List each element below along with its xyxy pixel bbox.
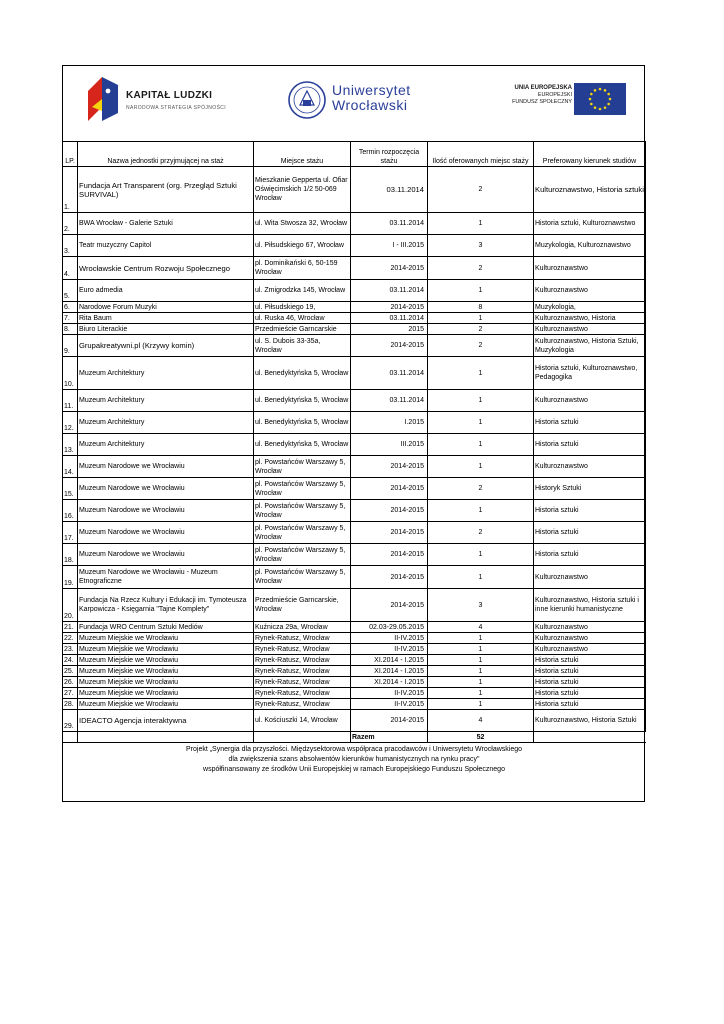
row-field: Historyk Sztuki bbox=[534, 478, 646, 500]
kapital-ludzki-flag-icon bbox=[88, 77, 118, 121]
row-field: Historia sztuki bbox=[534, 655, 646, 666]
row-field: Historia sztuki bbox=[534, 544, 646, 566]
row-place: Mieszkanie Gepperta ul. Ofiar Oświęcimskich 1/2 50-069 Wrocław bbox=[254, 167, 351, 213]
row-field: Historia sztuki bbox=[534, 522, 646, 544]
eu-text bbox=[494, 85, 572, 106]
row-lp: 4. bbox=[63, 257, 78, 280]
eu-flag-icon bbox=[574, 83, 626, 115]
row-count: 2 bbox=[428, 335, 534, 357]
row-date: 03.11.2014 bbox=[351, 313, 428, 324]
row-lp: 12. bbox=[63, 412, 78, 434]
row-count: 1 bbox=[428, 688, 534, 699]
eu-text-line1: UNIA EUROPEJSKA bbox=[514, 85, 572, 91]
row-lp: 5. bbox=[63, 280, 78, 302]
row-date: XI.2014 - I.2015 bbox=[351, 666, 428, 677]
row-lp: 3. bbox=[63, 235, 78, 257]
footer-line2: dla zwiększenia szans absolwentów kierunków humanistycznych na rynku pracy" bbox=[228, 756, 480, 763]
row-lp: 14. bbox=[63, 456, 78, 478]
row-lp: 22. bbox=[63, 633, 78, 644]
table-row bbox=[63, 500, 646, 522]
row-lp: 2. bbox=[63, 213, 78, 235]
table-row bbox=[63, 589, 646, 622]
table-row bbox=[63, 335, 646, 357]
row-date: 02.03-29.05.2015 bbox=[351, 622, 428, 633]
logo-header bbox=[62, 65, 645, 141]
row-date: 03.11.2014 bbox=[351, 167, 428, 213]
row-count: 1 bbox=[428, 666, 534, 677]
row-lp: 6. bbox=[63, 302, 78, 313]
row-date: 2014-2015 bbox=[351, 335, 428, 357]
row-date: II-IV.2015 bbox=[351, 633, 428, 644]
row-date: 2014-2015 bbox=[351, 257, 428, 280]
row-count: 4 bbox=[428, 710, 534, 732]
total-empty-place bbox=[254, 732, 351, 743]
row-name: Grupakreatywni.pl (Krzywy komin) bbox=[78, 335, 254, 357]
row-place: Przedmieście Garncarskie, Wrocław bbox=[254, 589, 351, 622]
row-name: Wrocławskie Centrum Rozwoju Społecznego bbox=[78, 257, 254, 280]
row-lp: 29. bbox=[63, 710, 78, 732]
row-lp: 20. bbox=[63, 589, 78, 622]
header-lp: LP. bbox=[63, 142, 78, 167]
footer-line1: Projekt „Synergia dla przyszłości. Międzysektorowa współpraca pracodawców i Uniwersytetu Wrocławskiego bbox=[186, 746, 522, 753]
row-place: Rynek-Ratusz, Wrocław bbox=[254, 655, 351, 666]
table-row bbox=[63, 633, 646, 644]
row-name: Biuro Literackie bbox=[78, 324, 254, 335]
row-place: pl. Powstańców Warszawy 5, Wrocław bbox=[254, 456, 351, 478]
row-field: Historia sztuki bbox=[534, 500, 646, 522]
row-date: 2014-2015 bbox=[351, 589, 428, 622]
row-count: 1 bbox=[428, 544, 534, 566]
row-count: 1 bbox=[428, 313, 534, 324]
row-date: 03.11.2014 bbox=[351, 280, 428, 302]
row-place: Rynek-Ratusz, Wrocław bbox=[254, 644, 351, 655]
row-place: ul. Wita Stwosza 32, Wrocław bbox=[254, 213, 351, 235]
row-place: Rynek-Ratusz, Wrocław bbox=[254, 699, 351, 710]
row-field: Historia sztuki, Kulturoznawstwo, Pedagogika bbox=[534, 357, 646, 390]
table-row bbox=[63, 544, 646, 566]
row-place: ul. S. Dubois 33-35a, Wrocław bbox=[254, 335, 351, 357]
kapital-ludzki-subtitle: NARODOWA STRATEGIA SPÓJNOŚCI bbox=[126, 105, 227, 111]
row-lp: 27. bbox=[63, 688, 78, 699]
row-field: Kulturoznawstwo, Historia sztuki bbox=[534, 167, 646, 213]
eu-star-icon bbox=[609, 98, 612, 101]
row-field: Kulturoznawstwo bbox=[534, 280, 646, 302]
row-name: BWA Wrocław - Galerie Sztuki bbox=[78, 213, 254, 235]
row-field: Historia sztuki bbox=[534, 677, 646, 688]
row-field: Kulturoznawstwo bbox=[534, 390, 646, 412]
row-place: Kuźnicza 29a, Wrocław bbox=[254, 622, 351, 633]
row-name: Teatr muzyczny Capitol bbox=[78, 235, 254, 257]
row-count: 1 bbox=[428, 434, 534, 456]
row-name: Muzeum Architektury bbox=[78, 412, 254, 434]
row-count: 1 bbox=[428, 677, 534, 688]
row-name: Muzeum Narodowe we Wrocławiu bbox=[78, 522, 254, 544]
row-count: 1 bbox=[428, 566, 534, 589]
kapital-ludzki-title: KAPITAŁ LUDZKI bbox=[126, 90, 213, 101]
row-name: Muzeum Narodowe we Wrocławiu bbox=[78, 500, 254, 522]
total-row bbox=[63, 732, 646, 743]
row-lp: 19. bbox=[63, 566, 78, 589]
row-field: Kulturoznawstwo bbox=[534, 566, 646, 589]
table-header-row bbox=[63, 142, 646, 167]
row-place: Rynek-Ratusz, Wrocław bbox=[254, 688, 351, 699]
total-empty-name bbox=[78, 732, 254, 743]
row-field: Kulturoznawstwo bbox=[534, 633, 646, 644]
total-value: 52 bbox=[428, 732, 534, 743]
row-name: Muzeum Miejskie we Wrocławiu bbox=[78, 677, 254, 688]
table-row bbox=[63, 666, 646, 677]
total-empty-lp bbox=[63, 732, 78, 743]
eu-star-icon bbox=[594, 89, 597, 92]
row-date: XI.2014 - I.2015 bbox=[351, 655, 428, 666]
row-name: Muzeum Miejskie we Wrocławiu bbox=[78, 644, 254, 655]
row-date: II-IV.2015 bbox=[351, 699, 428, 710]
row-place: Rynek-Ratusz, Wrocław bbox=[254, 677, 351, 688]
row-count: 1 bbox=[428, 633, 534, 644]
row-field: Historia sztuki, Kulturoznawstwo bbox=[534, 213, 646, 235]
row-count: 3 bbox=[428, 235, 534, 257]
row-lp: 24. bbox=[63, 655, 78, 666]
row-date: III.2015 bbox=[351, 434, 428, 456]
table-row bbox=[63, 412, 646, 434]
total-label: Razem bbox=[351, 732, 428, 743]
row-count: 2 bbox=[428, 478, 534, 500]
table-row bbox=[63, 235, 646, 257]
eu-star-icon bbox=[594, 106, 597, 109]
row-count: 1 bbox=[428, 412, 534, 434]
university-name-line1: Uniwersytet bbox=[332, 82, 411, 98]
row-lp: 17. bbox=[63, 522, 78, 544]
row-name: Muzeum Miejskie we Wrocławiu bbox=[78, 699, 254, 710]
row-date: I - III.2015 bbox=[351, 235, 428, 257]
row-lp: 18. bbox=[63, 544, 78, 566]
row-lp: 11. bbox=[63, 390, 78, 412]
row-name: Muzeum Narodowe we Wrocławiu bbox=[78, 478, 254, 500]
table-row bbox=[63, 280, 646, 302]
row-field: Muzykologia, Kulturoznawstwo bbox=[534, 235, 646, 257]
row-lp: 8. bbox=[63, 324, 78, 335]
row-count: 1 bbox=[428, 655, 534, 666]
row-field: Muzykologia, bbox=[534, 302, 646, 313]
row-place: Rynek-Ratusz, Wrocław bbox=[254, 666, 351, 677]
row-place: ul. Piłsudskiego 19, bbox=[254, 302, 351, 313]
table-row bbox=[63, 313, 646, 324]
row-field: Historia sztuki bbox=[534, 666, 646, 677]
row-date: II-IV.2015 bbox=[351, 688, 428, 699]
table-row bbox=[63, 456, 646, 478]
row-date: 2015 bbox=[351, 324, 428, 335]
row-field: Kulturoznawstwo, Historia bbox=[534, 313, 646, 324]
header-place: Miejsce stażu bbox=[254, 142, 351, 167]
eu-star-icon bbox=[604, 89, 607, 92]
row-name: Fundacja Art Transparent (org. Przegląd Sztuki SURVIVAL) bbox=[78, 167, 254, 213]
row-date: XI.2014 - I.2015 bbox=[351, 677, 428, 688]
row-field: Kulturoznawstwo bbox=[534, 456, 646, 478]
row-count: 2 bbox=[428, 522, 534, 544]
row-lp: 13. bbox=[63, 434, 78, 456]
eu-star-icon bbox=[607, 93, 610, 96]
uniwersytet-wroclawski-logo bbox=[288, 81, 458, 121]
row-place: pl. Powstańców Warszawy 5, Wrocław bbox=[254, 566, 351, 589]
row-name: Muzeum Architektury bbox=[78, 434, 254, 456]
eu-star-icon bbox=[589, 98, 592, 101]
row-count: 1 bbox=[428, 644, 534, 655]
row-count: 2 bbox=[428, 257, 534, 280]
table-row bbox=[63, 213, 646, 235]
row-place: ul. Benedyktyńska 5, Wrocław bbox=[254, 390, 351, 412]
row-count: 1 bbox=[428, 456, 534, 478]
row-place: Przedmieście Garncarskie bbox=[254, 324, 351, 335]
eu-text-line2: EUROPEJSKI bbox=[537, 92, 572, 98]
row-field: Historia sztuki bbox=[534, 688, 646, 699]
row-name: Fundacja Na Rzecz Kultury i Edukacji im. Tymoteusza Karpowicza - Księgarnia "Tajne Komplety" bbox=[78, 589, 254, 622]
university-name-line2: Wrocławski bbox=[332, 97, 408, 113]
table-row bbox=[63, 324, 646, 335]
table-row bbox=[63, 522, 646, 544]
row-date: 2014-2015 bbox=[351, 710, 428, 732]
table-row bbox=[63, 710, 646, 732]
row-lp: 9. bbox=[63, 335, 78, 357]
eu-star-icon bbox=[599, 108, 602, 111]
table-row bbox=[63, 699, 646, 710]
row-lp: 15. bbox=[63, 478, 78, 500]
row-lp: 21. bbox=[63, 622, 78, 633]
row-name: Muzeum Miejskie we Wrocławiu bbox=[78, 655, 254, 666]
row-count: 8 bbox=[428, 302, 534, 313]
row-name: Narodowe Forum Muzyki bbox=[78, 302, 254, 313]
table-row bbox=[63, 357, 646, 390]
eu-logo bbox=[494, 83, 634, 119]
eu-star-icon bbox=[590, 103, 593, 106]
row-place: ul. Benedyktyńska 5, Wrocław bbox=[254, 412, 351, 434]
table-row bbox=[63, 622, 646, 633]
table-row bbox=[63, 302, 646, 313]
header-count: Ilość oferowanych miejsc staży bbox=[428, 142, 534, 167]
row-field: Historia sztuki bbox=[534, 434, 646, 456]
row-name: Muzeum Architektury bbox=[78, 390, 254, 412]
row-lp: 7. bbox=[63, 313, 78, 324]
row-field: Historia sztuki bbox=[534, 699, 646, 710]
table-row bbox=[63, 478, 646, 500]
row-count: 3 bbox=[428, 589, 534, 622]
row-count: 2 bbox=[428, 167, 534, 213]
row-field: Kulturoznawstwo bbox=[534, 644, 646, 655]
row-lp: 26. bbox=[63, 677, 78, 688]
row-field: Historia sztuki bbox=[534, 412, 646, 434]
row-place: ul. Zmigrodzka 145, Wrocław bbox=[254, 280, 351, 302]
row-date: 2014-2015 bbox=[351, 478, 428, 500]
row-place: ul. Kościuszki 14, Wrocław bbox=[254, 710, 351, 732]
row-place: ul. Benedyktyńska 5, Wrocław bbox=[254, 357, 351, 390]
internship-table bbox=[62, 141, 646, 775]
row-place: ul. Piłsudskiego 67, Wrocław bbox=[254, 235, 351, 257]
footer-line3: współfinansowany ze środków Unii Europejskiej w ramach Europejskiego Funduszu Społecznego bbox=[203, 766, 505, 773]
row-name: Muzeum Narodowe we Wrocławiu bbox=[78, 544, 254, 566]
row-date: 2014-2015 bbox=[351, 522, 428, 544]
row-date: 2014-2015 bbox=[351, 544, 428, 566]
row-place: Rynek-Ratusz, Wrocław bbox=[254, 633, 351, 644]
row-count: 4 bbox=[428, 622, 534, 633]
row-place: pl. Powstańców Warszawy 5, Wrocław bbox=[254, 544, 351, 566]
row-date: 03.11.2014 bbox=[351, 357, 428, 390]
row-name: Rita Baum bbox=[78, 313, 254, 324]
footer-note-row bbox=[63, 743, 646, 776]
row-place: ul. Benedyktyńska 5, Wrocław bbox=[254, 434, 351, 456]
table-row bbox=[63, 644, 646, 655]
row-place: pl. Powstańców Warszawy 5, Wrocław bbox=[254, 500, 351, 522]
row-name: Euro admedia bbox=[78, 280, 254, 302]
row-name: Fundacja WRO Centrum Sztuki Mediów bbox=[78, 622, 254, 633]
table-row bbox=[63, 688, 646, 699]
row-name: Muzeum Miejskie we Wrocławiu bbox=[78, 688, 254, 699]
row-count: 1 bbox=[428, 280, 534, 302]
row-count: 1 bbox=[428, 699, 534, 710]
row-field: Kulturoznawstwo bbox=[534, 622, 646, 633]
table-row bbox=[63, 390, 646, 412]
row-name: IDEACTO Agencja interaktywna bbox=[78, 710, 254, 732]
row-name: Muzeum Narodowe we Wrocławiu - Muzeum Etnograficzne bbox=[78, 566, 254, 589]
eu-star-icon bbox=[590, 93, 593, 96]
row-date: 2014-2015 bbox=[351, 566, 428, 589]
row-date: 2014-2015 bbox=[351, 302, 428, 313]
row-place: ul. Ruska 46, Wrocław bbox=[254, 313, 351, 324]
header-date: Termin rozpoczęcia stażu bbox=[351, 142, 428, 167]
row-count: 2 bbox=[428, 324, 534, 335]
row-field: Kulturoznawstwo, Historia Sztuki, Muzykologia bbox=[534, 335, 646, 357]
row-lp: 10. bbox=[63, 357, 78, 390]
header-name: Nazwa jednostki przyjmującej na staż bbox=[78, 142, 254, 167]
row-place: pl. Dominikański 6, 50-159 Wrocław bbox=[254, 257, 351, 280]
eu-star-icon bbox=[599, 88, 602, 91]
row-place: pl. Powstańców Warszawy 5, Wrocław bbox=[254, 478, 351, 500]
row-date: I.2015 bbox=[351, 412, 428, 434]
footer-note bbox=[63, 743, 646, 776]
row-name: Muzeum Narodowe we Wrocławiu bbox=[78, 456, 254, 478]
row-count: 1 bbox=[428, 500, 534, 522]
row-lp: 25. bbox=[63, 666, 78, 677]
total-empty-field bbox=[534, 732, 646, 743]
header-field: Preferowany kierunek studiów bbox=[534, 142, 646, 167]
table-row bbox=[63, 167, 646, 213]
row-date: 03.11.2014 bbox=[351, 213, 428, 235]
table-row bbox=[63, 257, 646, 280]
row-count: 1 bbox=[428, 390, 534, 412]
row-lp: 1. bbox=[63, 167, 78, 213]
row-date: 2014-2015 bbox=[351, 456, 428, 478]
row-date: II-IV.2015 bbox=[351, 644, 428, 655]
university-seal-icon bbox=[288, 81, 326, 119]
row-name: Muzeum Miejskie we Wrocławiu bbox=[78, 666, 254, 677]
row-place: pl. Powstańców Warszawy 5, Wrocław bbox=[254, 522, 351, 544]
eu-star-icon bbox=[604, 106, 607, 109]
row-name: Muzeum Architektury bbox=[78, 357, 254, 390]
row-name: Muzeum Miejskie we Wrocławiu bbox=[78, 633, 254, 644]
row-field: Kulturoznawstwo bbox=[534, 257, 646, 280]
eu-star-icon bbox=[607, 103, 610, 106]
row-field: Kulturoznawstwo bbox=[534, 324, 646, 335]
university-name bbox=[332, 83, 411, 113]
table-row bbox=[63, 655, 646, 666]
row-count: 1 bbox=[428, 357, 534, 390]
table-row bbox=[63, 434, 646, 456]
row-field: Kulturoznawstwo, Historia sztuki i inne kierunki humanistyczne bbox=[534, 589, 646, 622]
row-lp: 16. bbox=[63, 500, 78, 522]
table-row bbox=[63, 566, 646, 589]
table-row bbox=[63, 677, 646, 688]
row-field: Kulturoznawstwo, Historia Sztuki bbox=[534, 710, 646, 732]
row-date: 03.11.2014 bbox=[351, 390, 428, 412]
row-count: 1 bbox=[428, 213, 534, 235]
kapital-ludzki-logo bbox=[88, 77, 248, 123]
row-lp: 28. bbox=[63, 699, 78, 710]
row-lp: 23. bbox=[63, 644, 78, 655]
eu-text-line3: FUNDUSZ SPOŁECZNY bbox=[512, 99, 572, 105]
row-date: 2014-2015 bbox=[351, 500, 428, 522]
